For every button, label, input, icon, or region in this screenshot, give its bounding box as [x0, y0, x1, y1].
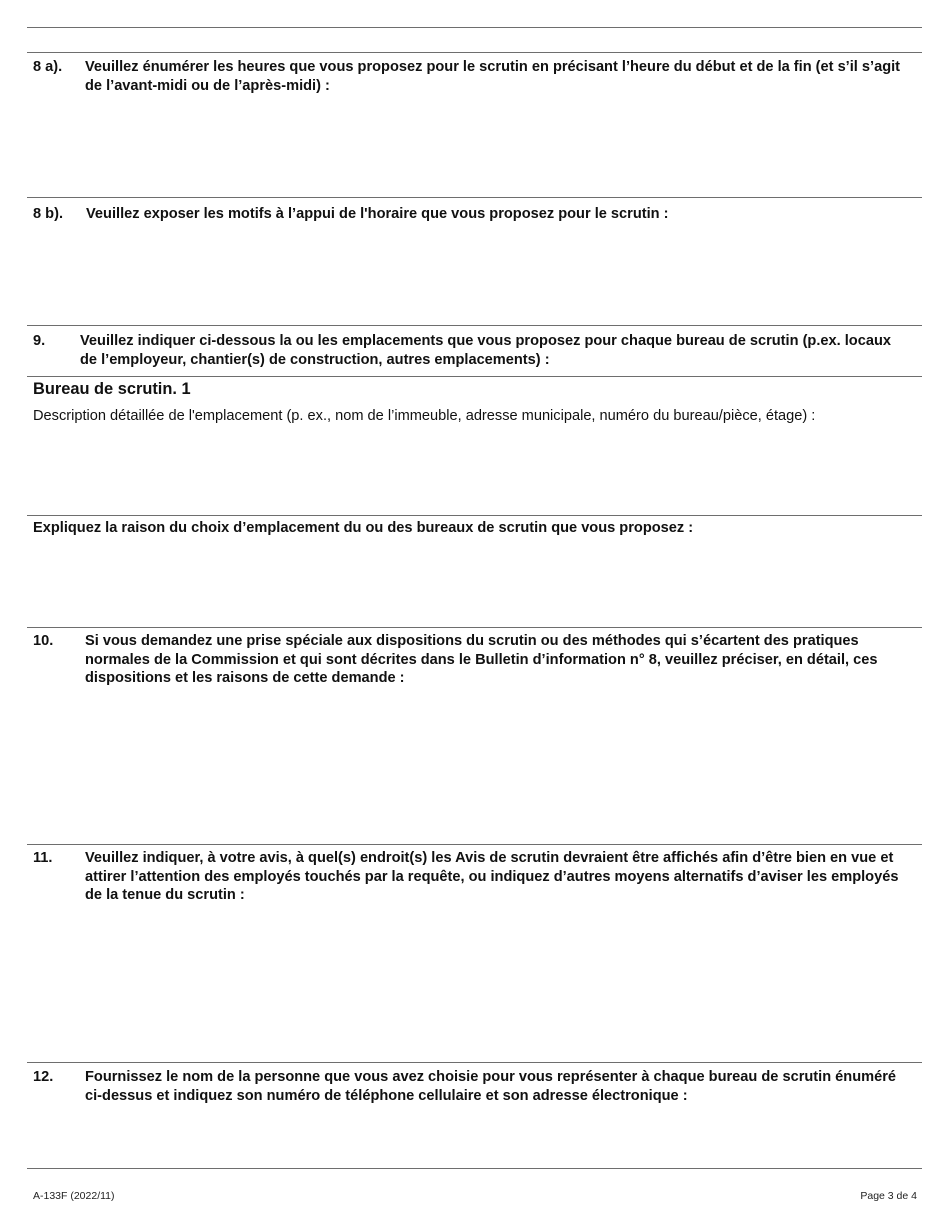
location-reason-label: [33, 519, 913, 538]
question-text: Veuillez énumérer les heures que vous proposez pour le scrutin en précisant l’heure du début et de la fin (et s’il s’agit de l’avant-midi ou de l’après-midi) :: [85, 59, 901, 94]
divider: [27, 52, 922, 53]
divider: [27, 1062, 922, 1063]
answer-10-field[interactable]: [33, 692, 913, 840]
question-text: Fournissez le nom de la personne que vous avez choisie pour vous représenter à chaque bureau de scrutin énuméré ci-dessus et indiquez son numéro de téléphone cellulaire et son adresse électronique :: [85, 1069, 897, 1104]
divider: [27, 376, 922, 377]
question-12: [33, 1068, 913, 1105]
question-text: Veuillez indiquer, à votre avis, à quel(s) endroit(s) les Avis de scrutin devraient être affichés afin d’être bien en vue et attirer l’attention des employés touchés par la requête, ou indiquez d’autres moyens alternatifs d’aviser les employés de la tenue du scrutin :: [85, 850, 899, 904]
answer-12-field[interactable]: [33, 1110, 913, 1164]
question-number: 9.: [33, 333, 46, 349]
location-reason-field[interactable]: [33, 542, 913, 624]
divider: [27, 627, 922, 628]
location-description-label: Description détaillée de l'emplacement (p. ex., nom de l’immeuble, adresse municipale, numéro du bureau/pièce, étage) :: [33, 408, 816, 424]
divider: [27, 197, 922, 198]
location-description-field[interactable]: [33, 430, 913, 512]
question-number: 12.: [33, 1069, 54, 1085]
answer-11-field[interactable]: [33, 910, 913, 1058]
question-11: [33, 849, 913, 905]
question-9: [33, 332, 913, 369]
bureau-heading: Bureau de scrutin. 1: [33, 380, 191, 398]
question-text: Veuillez indiquer ci-dessous la ou les emplacements que vous proposez pour chaque bureau de scrutin (p.ex. locaux de l’employeur, chantier(s) de construction, autres emplacements) :: [80, 333, 891, 368]
divider: [27, 325, 922, 326]
question-8b: [33, 205, 913, 224]
question-number: 11.: [33, 850, 53, 866]
form-code: A-133F (2022/11): [33, 1190, 115, 1202]
page-number: Page 3 de 4: [860, 1190, 917, 1202]
question-text: Si vous demandez une prise spéciale aux dispositions du scrutin ou des méthodes qui s’écartent des pratiques normales de la Commission et qui sont décrites dans le Bulletin d’information n° 8, veuillez préciser, en détail, ces dispositions et les raisons de cette demande :: [85, 633, 878, 687]
question-10: [33, 632, 913, 688]
question-number: 8 b).: [33, 206, 63, 222]
question-number: 10.: [33, 633, 54, 649]
divider: [27, 844, 922, 845]
question-text: Veuillez exposer les motifs à l’appui de l'horaire que vous proposez pour le scrutin :: [86, 206, 669, 222]
location-reason-text: Expliquez la raison du choix d’emplacement du ou des bureaux de scrutin que vous proposez :: [33, 520, 694, 536]
divider: [27, 515, 922, 516]
answer-8a-field[interactable]: [33, 100, 913, 194]
bottom-rule: [27, 1168, 922, 1169]
answer-8b-field[interactable]: [33, 228, 913, 322]
top-rule: [27, 27, 922, 28]
question-number: 8 a).: [33, 59, 63, 75]
question-8a: [33, 58, 913, 95]
